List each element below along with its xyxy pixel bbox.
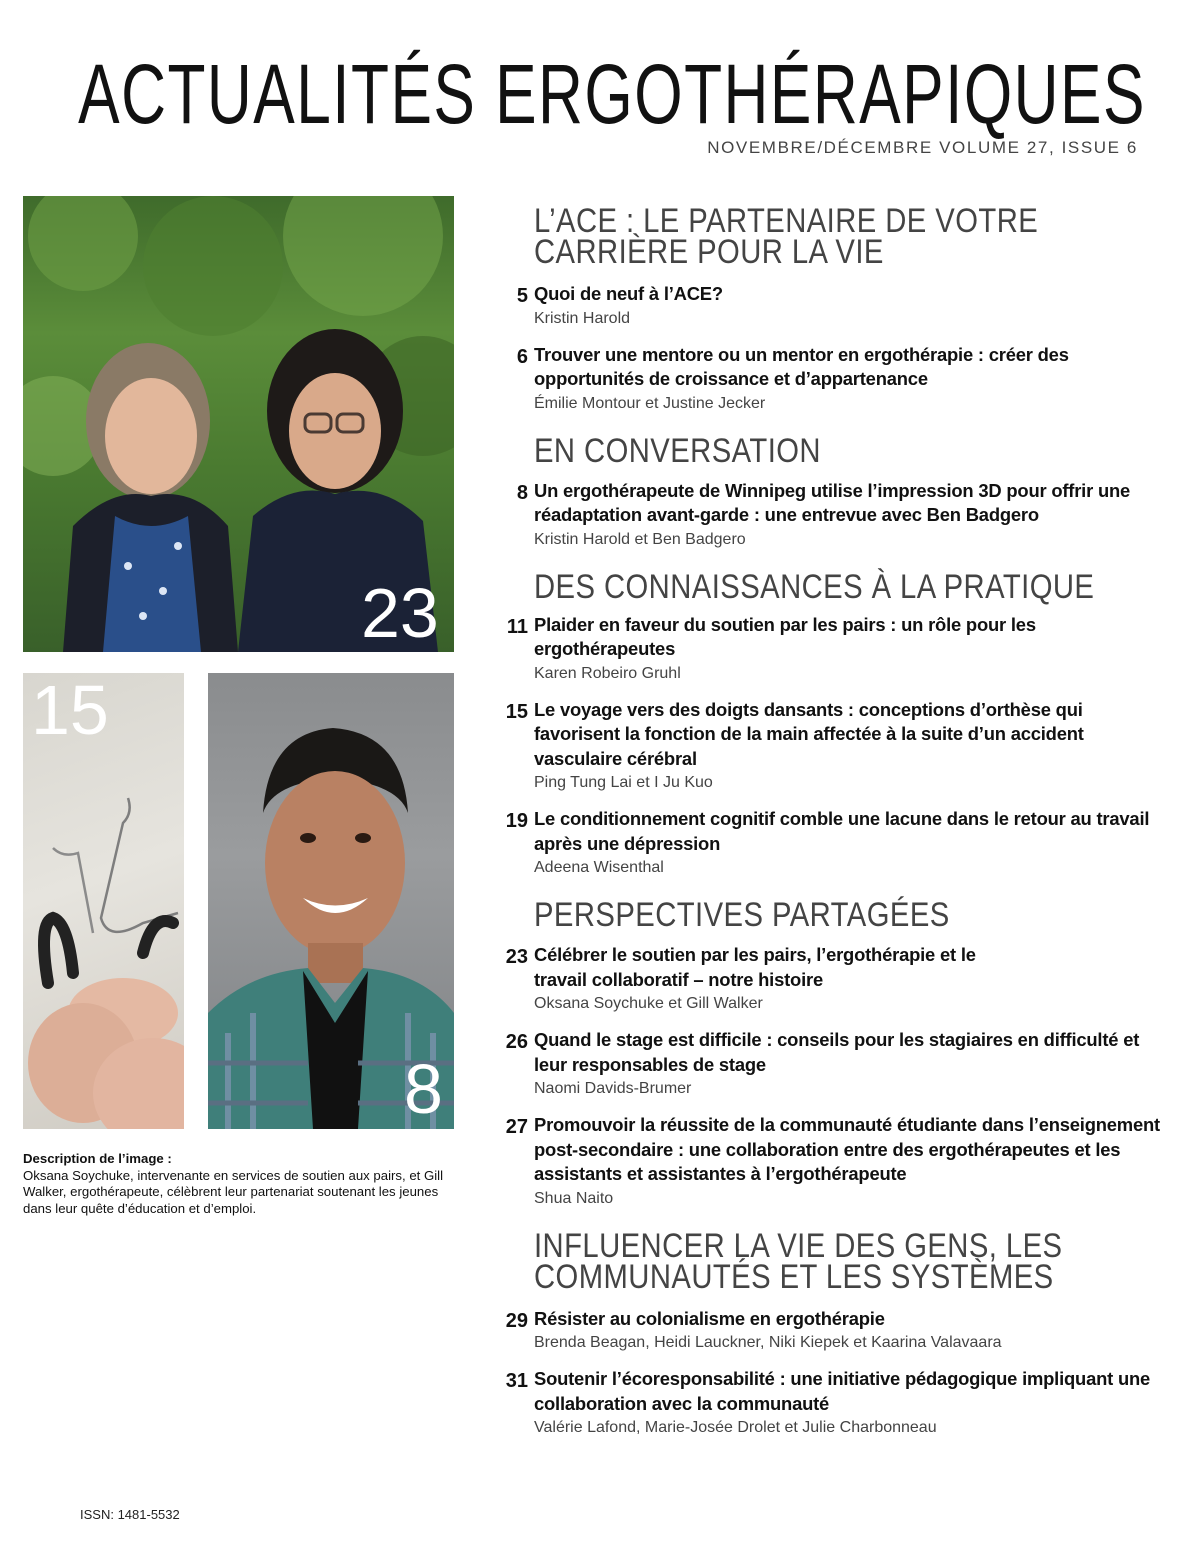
entry-authors: Brenda Beagan, Heidi Lauckner, Niki Kiepek et Kaarina Valavaara [534,1334,1002,1351]
entry-page-number: 15 [505,700,528,723]
photo-page-number: 8 [404,1050,443,1128]
entry-authors: Kristin Harold et Ben Badgero [534,530,746,548]
entry-title: Quand le stage est difficile : conseils pour les stagiaires en difficulté et leur responsables de stage [534,1029,1140,1075]
toc-entry[interactable] [490,698,1170,796]
toc-section [490,1226,1170,1441]
magazine-title: ACTUALITÉS ERGOTHÉRAPIQUES [78,47,1146,141]
entry-title: Promouvoir la réussite de la communauté étudiante dans l’enseignement post-secondaire : une collaboration entre des ergothérapeutes et les assistants et assistantes à l’ergothérapeute [534,1114,1160,1184]
entry-title: Le conditionnement cognitif comble une lacune dans le retour au travail après une dépression [534,808,1150,854]
entry-title: Résister au colonialisme en ergothérapie [534,1307,885,1329]
entry-page-number: 31 [505,1370,528,1392]
entry-title: Plaider en faveur du soutien par les pairs : un rôle pour les ergothérapeutes [534,613,1036,659]
toc-entry[interactable] [490,282,1170,331]
toc-section [490,896,1170,1211]
section-title: L’ACE : LE PARTENAIRE DE VOTRE CARRIÈRE POUR LA VIE [534,202,1039,271]
toc-entry[interactable] [490,343,1170,416]
photo-hand-orthosis [23,673,184,1129]
toc-entry[interactable] [490,1113,1170,1211]
toc-entry[interactable] [490,613,1170,686]
entry-page-number: 23 [505,946,528,968]
entry-page-number: 19 [505,810,528,832]
entry-authors: Adeena Wisenthal [534,859,664,876]
entry-authors: Ping Tung Lai et I Ju Kuo [534,774,713,791]
entry-page-number: 29 [505,1309,528,1332]
entry-title: Trouver une mentore ou un mentor en ergothérapie : créer des opportunités de croissance et d’appartenance [534,343,1069,389]
entry-page-number: 27 [505,1116,528,1138]
entry-page-number: 8 [516,481,528,504]
entry-title: Quoi de neuf à l’ACE? [534,283,723,304]
toc-entry[interactable] [490,1307,1170,1356]
entry-title: Célébrer le soutien par les pairs, l’ergothérapie et le travail collaboratif – notre histoire [534,944,976,990]
entry-authors: Shua Naito [534,1189,614,1207]
entry-authors: Oksana Soychuke et Gill Walker [534,995,763,1012]
photo-page-number: 23 [361,574,439,652]
photo-page-number: 15 [31,673,109,749]
toc-entry[interactable] [490,943,1170,1016]
section-title: EN CONVERSATION [534,431,821,470]
toc-entry[interactable] [490,807,1170,880]
entry-authors: Valérie Lafond, Marie-Josée Drolet et Julie Charbonneau [534,1419,937,1436]
toc-entry[interactable] [490,1028,1170,1101]
entry-page-number: 11 [506,615,528,638]
image-caption [23,1151,463,1217]
issn-number: ISSN: 1481-5532 [80,1507,180,1522]
table-of-contents [490,200,1170,1440]
section-title: PERSPECTIVES PARTAGÉES [534,896,950,934]
section-title: INFLUENCER LA VIE DES GENS, LES COMMUNAUTÉS ET LES SYSTÈMES [534,1226,1063,1296]
entry-authors: Naomi Davids-Brumer [534,1080,692,1097]
entry-authors: Karen Robeiro Gruhl [534,664,681,682]
toc-section [490,567,1170,881]
caption-heading: Description de l’image : [23,1151,172,1166]
photo-man-portrait [208,673,454,1129]
section-title: DES CONNAISSANCES À LA PRATIQUE [534,567,1095,606]
entry-page-number: 6 [516,345,528,368]
entry-title: Un ergothérapeute de Winnipeg utilise l’impression 3D pour offrir une réadaptation avant-garde : une entrevue avec Ben Badgero [534,479,1131,525]
toc-entry[interactable] [490,479,1170,552]
entry-page-number: 5 [516,285,528,307]
photo-two-women [23,196,454,652]
caption-text: Oksana Soychuke, intervenante en services de soutien aux pairs, et Gill Walker, ergothérapeute, célèbrent leur partenariat soutenant les jeunes dans leur quête d’éducation et d’emploi. [23,1167,444,1216]
toc-entry[interactable] [490,1367,1170,1440]
toc-section [490,431,1170,552]
entry-page-number: 26 [505,1031,528,1053]
toc-section [490,202,1170,416]
entry-title: Soutenir l’écoresponsabilité : une initiative pédagogique impliquant une collaboration avec la communauté [534,1368,1151,1414]
entry-title: Le voyage vers des doigts dansants : conceptions d’orthèse qui favorisent la fonction de la main affectée à la suite d’un accident vasculaire cérébral [534,698,1084,769]
entry-authors: Émilie Montour et Justine Jecker [534,394,766,412]
issue-info: NOVEMBRE/DÉCEMBRE VOLUME 27, ISSUE 6 [707,138,1138,157]
entry-authors: Kristin Harold [534,309,631,327]
